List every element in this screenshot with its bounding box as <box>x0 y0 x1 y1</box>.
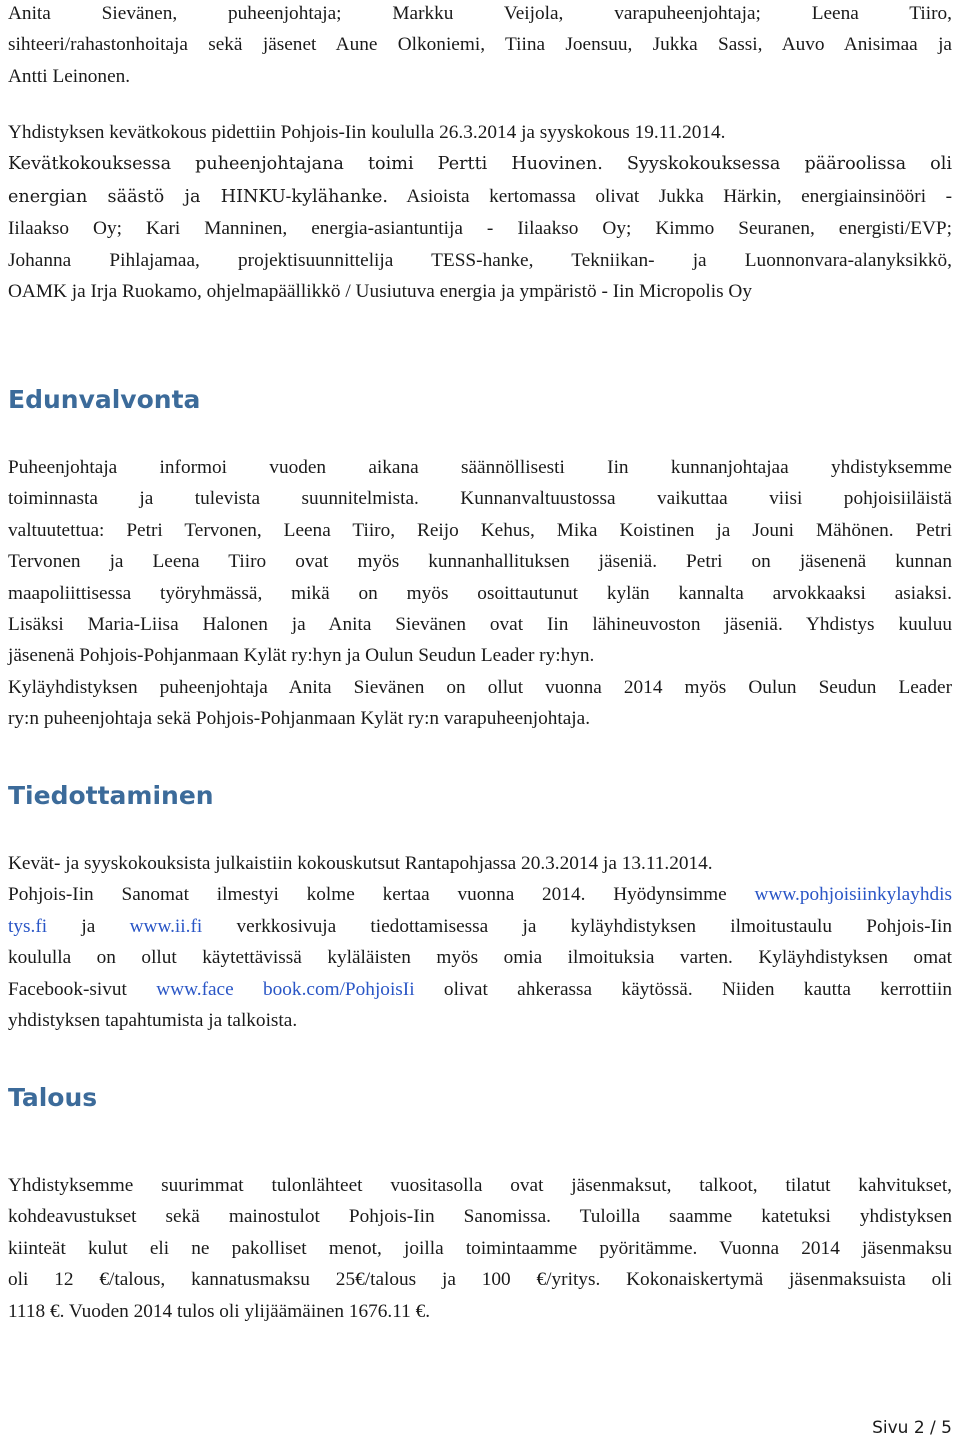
text-line: oli 12 €/talous, kannatusmaksu 25€/talous ja 100 €/yritys. Kokonaiskertymä jäsenmaksuista oli <box>8 1269 952 1291</box>
text-line <box>8 974 952 1005</box>
text-line: Johanna Pihlajamaa, projektisuunnittelija TESS-hanke, Tekniikan- ja Luonnonvara-alanyksikkö, <box>8 249 952 271</box>
text-line: maapoliittisessa työryhmässä, mikä on myös osoittautunut kylän kannalta arvokkaaksi asiaksi. <box>8 582 952 604</box>
text-segment: verkkosivuja tiedottamisessa ja kyläyhdistyksen ilmoitustaulu Pohjois-Iin <box>236 915 952 937</box>
text-line: OAMK ja Irja Ruokamo, ohjelmapäällikkö / Uusiutuva energia ja ympäristö - Iin Micropolis Oy <box>8 281 752 303</box>
text-line: valtuutettua: Petri Tervonen, Leena Tiiro, Reijo Kehus, Mika Koistinen ja Jouni Mähönen. Petri <box>8 519 952 541</box>
text-line: ry:n puheenjohtaja sekä Pohjois-Pohjanmaan Kylät ry:n varapuheenjohtaja. <box>8 708 591 730</box>
website-link-pohjoisiinkylayhdistys-cont[interactable]: tys.fi <box>8 915 48 937</box>
board-members-paragraph <box>8 0 952 92</box>
text-line: Tervonen ja Leena Tiiro ovat myös kunnanhallituksen jäseniä. Petri on jäsenenä kunnan <box>8 551 952 573</box>
text-line: kiinteät kulut eli ne pakolliset menot, joilla toimintaamme pyöritämme. Vuonna 2014 jäsenmaksu <box>8 1237 952 1259</box>
page-number: Sivu 2 / 5 <box>872 1418 952 1438</box>
text-segment: Pohjois-Iin Sanomat ilmestyi kolme kertaa vuonna 2014. Hyödynsimme <box>8 884 727 906</box>
text-segment: energian säästö ja HINKU-kylähanke. <box>8 186 388 207</box>
text-line: 1118 €. Vuoden 2014 tulos oli ylijäämäinen 1676.11 €. <box>8 1300 431 1322</box>
text-line: toiminnasta ja tulevista suunnitelmista. Kunnanvaltuustossa vaikuttaa viisi pohjoisiiläistä <box>8 488 952 510</box>
text-segment: olivat ahkerassa käytössä. Niiden kautta kerrottiin <box>443 978 952 1000</box>
text-line: Yhdistyksen kevätkokous pidettiin Pohjois-Iin koululla 26.3.2014 ja syyskokous 19.11.2014. <box>8 122 726 143</box>
text-line: sihteeri/rahastonhoitaja sekä jäsenet Aune Olkoniemi, Tiina Joensuu, Jukka Sassi, Auvo Anisimaa ja <box>8 34 952 56</box>
text-line: Iilaakso Oy; Kari Manninen, energia-asiantuntija - Iilaakso Oy; Kimmo Seuranen, energisti/EVP; <box>8 218 952 240</box>
communications-paragraph <box>8 848 952 1036</box>
text-segment: ja <box>81 915 96 937</box>
text-line: yhdistyksen tapahtumista ja talkoista. <box>8 1010 298 1032</box>
text-line: Yhdistyksemme suurimmat tulonlähteet vuositasolla ovat jäsenmaksut, talkoot, tilatut kahvitukset, <box>8 1175 952 1196</box>
website-link-pohjoisiinkylayhdistys[interactable]: www.pohjoisiinkylayhdis <box>754 884 952 906</box>
text-line <box>8 148 952 180</box>
text-line: Antti Leinonen. <box>8 65 131 87</box>
finance-paragraph <box>8 1170 952 1327</box>
section-heading-edunvalvonta: Edunvalvonta <box>8 385 201 414</box>
text-line <box>8 879 952 910</box>
section-heading-talous: Talous <box>8 1083 98 1112</box>
text-line: kohdeavustukset sekä mainostulot Pohjois-Iin Sanomissa. Tuloilla saamme katetuksi yhdistyksen <box>8 1206 952 1228</box>
section-heading-tiedottaminen: Tiedottaminen <box>8 781 214 810</box>
advocacy-paragraph <box>8 452 952 735</box>
meetings-paragraph <box>8 117 952 307</box>
text-line: Kevät- ja syyskokouksista julkaistiin kokouskutsut Rantapohjassa 20.3.2014 ja 13.11.2014. <box>8 853 713 874</box>
text-line: Anita Sievänen, puheenjohtaja; Markku Veijola, varapuheenjohtaja; Leena Tiiro, <box>8 3 952 24</box>
text-line: jäsenenä Pohjois-Pohjanmaan Kylät ry:hyn ja Oulun Seudun Leader ry:hyn. <box>8 645 595 667</box>
text-line: koululla on ollut käytettävissä kyläläisten myös omia ilmoituksia varten. Kyläyhdistyksen omat <box>8 947 952 969</box>
text-line: Puheenjohtaja informoi vuoden aikana säännöllisesti Iin kunnanjohtajaa yhdistyksemme <box>8 457 952 478</box>
website-link-ii-fi[interactable]: www.ii.fi <box>129 915 203 937</box>
text-segment: Asioista kertomassa olivat Jukka Härkin, energiainsinööri - <box>406 185 952 207</box>
facebook-link[interactable]: www.face book.com/PohjoisIi <box>156 978 415 1000</box>
text-line <box>8 181 952 213</box>
text-segment: Facebook-sivut <box>8 978 127 1000</box>
text-line: Kyläyhdistyksen puheenjohtaja Anita Sievänen on ollut vuonna 2014 myös Oulun Seudun Leader <box>8 676 952 698</box>
text-segment: Kevätkokouksessa puheenjohtajana toimi Pertti Huovinen. Syyskokouksessa pääroolissa oli <box>8 154 952 175</box>
text-line <box>8 911 952 942</box>
text-line: Lisäksi Maria-Liisa Halonen ja Anita Sievänen ovat Iin lähineuvoston jäseniä. Yhdistys kuuluu <box>8 614 952 636</box>
